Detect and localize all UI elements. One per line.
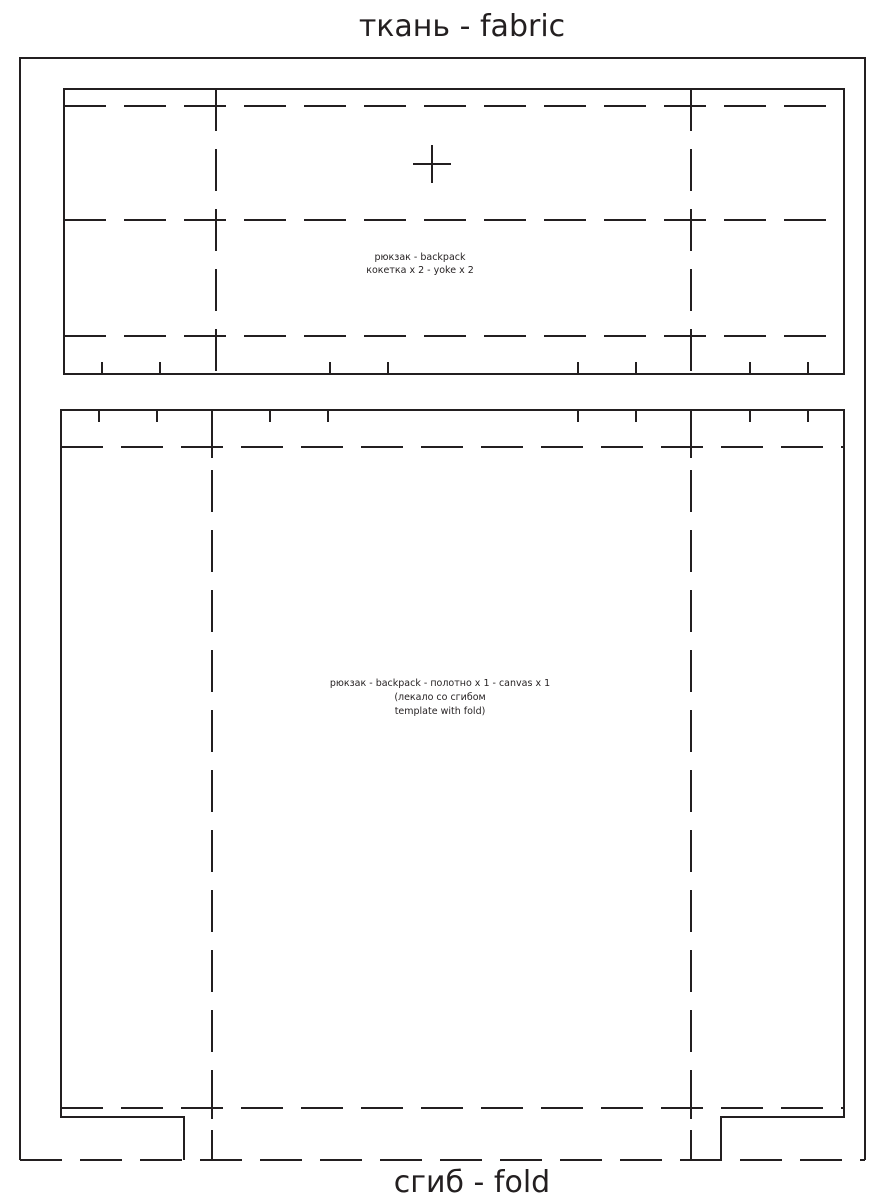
canvas-cross-mark-top-left [201, 436, 223, 458]
canvas-notches [99, 410, 808, 422]
canvas-cross-mark-bottom-left [201, 1097, 223, 1119]
canvas-cross-mark-bottom-right [680, 1097, 702, 1119]
canvas-outline [61, 410, 844, 1160]
fabric-title: ткань - fabric [358, 9, 566, 44]
yoke-piece [64, 89, 844, 374]
yoke-label-line-1: рюкзак - backpack [374, 252, 466, 263]
canvas-cross-mark-top-right [680, 436, 702, 458]
canvas-label-line-1: рюкзак - backpack - полотно х 1 - canvas x 1 [329, 678, 551, 689]
fold-title: сгиб - fold [393, 1165, 551, 1200]
yoke-notches [102, 362, 808, 374]
fabric-outline [20, 58, 865, 1160]
yoke-corner-cross-mark [680, 95, 702, 117]
canvas-label-line-2: (лекало со сгибом [394, 692, 486, 703]
canvas-label-line-3: template with fold) [394, 706, 486, 717]
canvas-piece [61, 410, 844, 1160]
yoke-label-line-2: кокетка х 2 - yoke x 2 [366, 265, 474, 276]
yoke-center-cross-mark [413, 145, 451, 183]
yoke-outline [64, 89, 844, 374]
